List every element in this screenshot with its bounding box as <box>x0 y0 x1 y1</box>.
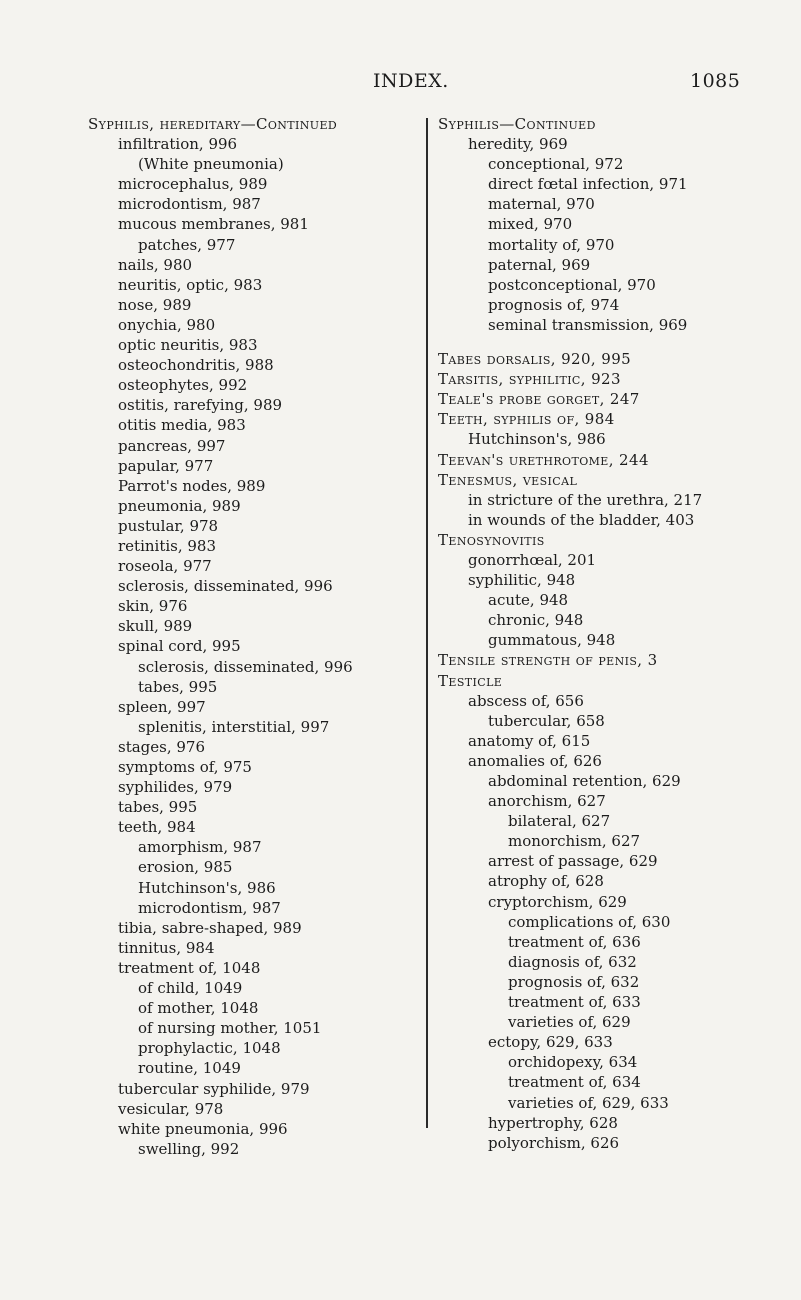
index-entry: vesicular, 978 <box>118 1099 224 1118</box>
index-entry: monorchism, 627 <box>508 832 641 851</box>
index-entry: Hutchinson's, 986 <box>468 430 606 449</box>
index-entry: teeth, 984 <box>118 818 196 837</box>
index-entry: tabes, 995 <box>138 677 218 696</box>
index-entry: ectopy, 629, 633 <box>488 1033 613 1052</box>
index-entry: treatment of, 634 <box>508 1073 641 1092</box>
index-entry: erosion, 985 <box>138 858 233 877</box>
index-entry: postconceptional, 970 <box>488 275 656 294</box>
index-entry: treatment of, 636 <box>508 932 641 951</box>
index-entry: skin, 976 <box>118 597 188 616</box>
index-entry: anatomy of, 615 <box>468 731 591 750</box>
index-entry: in wounds of the bladder, 403 <box>468 510 695 529</box>
index-entry: tubercular, 658 <box>488 711 605 730</box>
index-entry: white pneumonia, 996 <box>118 1119 288 1138</box>
index-entry: in stricture of the urethra, 217 <box>468 490 703 509</box>
index-entry: prognosis of, 632 <box>508 972 640 991</box>
index-heading: Teeth, syphilis of, 984 <box>438 410 615 429</box>
index-entry: skull, 989 <box>118 617 193 636</box>
index-entry: pustular, 978 <box>118 516 219 535</box>
index-entry: symptoms of, 975 <box>118 758 252 776</box>
index-entry: sclerosis, disseminated, 996 <box>118 577 333 596</box>
index-entry: maternal, 970 <box>488 195 595 214</box>
index-heading: Syphilis, hereditary—Continued <box>88 115 338 133</box>
index-heading: Tenesmus, vesical <box>438 470 578 489</box>
index-entry: anomalies of, 626 <box>468 751 602 770</box>
index-entry: prognosis of, 974 <box>488 295 620 314</box>
index-entry: polyorchism, 626 <box>488 1133 620 1152</box>
index-entry: arrest of passage, 629 <box>488 852 658 871</box>
index-entry: roseola, 977 <box>118 557 212 576</box>
index-entry: ostitis, rarefying, 989 <box>118 396 283 415</box>
index-entry: swelling, 992 <box>138 1139 240 1158</box>
index-entry: osteochondritis, 988 <box>118 356 274 375</box>
page-title: INDEX. <box>373 70 449 92</box>
column-divider <box>426 118 428 1128</box>
index-entry: mucous membranes, 981 <box>118 215 309 234</box>
index-entry: complications of, 630 <box>508 912 671 931</box>
index-entry: splenitis, interstitial, 997 <box>138 717 330 736</box>
index-entry: (White pneumonia) <box>138 155 284 174</box>
index-entry: abdominal retention, 629 <box>488 772 681 790</box>
index-entry: routine, 1049 <box>138 1059 241 1078</box>
index-entry: treatment of, 1048 <box>118 958 261 977</box>
index-entry: gummatous, 948 <box>488 631 616 650</box>
index-entry: varieties of, 629 <box>508 1013 631 1032</box>
index-entry: tubercular syphilide, 979 <box>118 1079 310 1098</box>
index-entry: chronic, 948 <box>488 611 584 630</box>
index-entry: orchidopexy, 634 <box>508 1053 638 1072</box>
index-entry: infiltration, 996 <box>118 135 238 154</box>
index-entry: papular, 977 <box>118 456 214 475</box>
index-entry: hypertrophy, 628 <box>488 1113 618 1132</box>
index-entry: microdontism, 987 <box>138 898 281 917</box>
index-entry: patches, 977 <box>138 235 236 254</box>
index-column-right <box>438 114 798 1153</box>
index-entry: otitis media, 983 <box>118 416 246 435</box>
index-entry: pneumonia, 989 <box>118 496 241 515</box>
index-entry: microdontism, 987 <box>118 195 261 214</box>
index-heading: Tensile strength of penis, 3 <box>438 651 658 670</box>
index-entry: conceptional, 972 <box>488 155 624 174</box>
index-entry: Parrot's nodes, 989 <box>118 476 266 495</box>
index-heading: Tabes dorsalis, 920, 995 <box>438 350 632 369</box>
index-heading: Testicle <box>438 671 503 690</box>
index-entry: amorphism, 987 <box>138 838 262 857</box>
index-heading: Teevan's urethrotome, 244 <box>438 450 649 469</box>
index-entry: mixed, 970 <box>488 215 573 234</box>
index-entry: osteophytes, 992 <box>118 376 248 395</box>
index-entry: gonorrhœal, 201 <box>468 550 597 569</box>
index-entry: stages, 976 <box>118 737 206 756</box>
index-column-left <box>88 114 418 1159</box>
index-entry: tabes, 995 <box>118 798 198 817</box>
index-entry: nails, 980 <box>118 255 193 274</box>
index-entry: of child, 1049 <box>138 979 243 998</box>
index-entry: prophylactic, 1048 <box>138 1039 281 1058</box>
index-entry: retinitis, 983 <box>118 536 217 555</box>
index-entry: seminal transmission, 969 <box>488 315 688 334</box>
index-entry: of mother, 1048 <box>138 999 259 1018</box>
index-entry: neuritis, optic, 983 <box>118 275 263 294</box>
index-entry: Hutchinson's, 986 <box>138 878 276 897</box>
section-gap <box>438 335 798 349</box>
page-header <box>0 70 801 98</box>
index-heading: Syphilis—Continued <box>438 115 596 133</box>
index-entry: bilateral, 627 <box>508 812 611 831</box>
index-heading: Teale's probe gorget, 247 <box>438 390 640 409</box>
index-entry: of nursing mother, 1051 <box>138 1019 322 1038</box>
index-entry: spleen, 997 <box>118 697 206 716</box>
index-entry: pancreas, 997 <box>118 436 226 455</box>
index-entry: abscess of, 656 <box>468 691 584 710</box>
index-entry: acute, 948 <box>488 591 569 610</box>
index-entry: spinal cord, 995 <box>118 637 241 656</box>
index-entry: tibia, sabre-shaped, 989 <box>118 918 302 937</box>
index-entry: optic neuritis, 983 <box>118 336 258 355</box>
index-entry: varieties of, 629, 633 <box>508 1093 669 1112</box>
index-entry: direct fœtal infection, 971 <box>488 175 688 194</box>
page-number: 1085 <box>690 70 741 92</box>
index-entry: syphilitic, 948 <box>468 571 576 590</box>
index-entry: diagnosis of, 632 <box>508 952 637 971</box>
index-entry: anorchism, 627 <box>488 792 606 811</box>
index-entry: heredity, 969 <box>468 135 568 154</box>
index-entry: paternal, 969 <box>488 255 591 274</box>
index-entry: cryptorchism, 629 <box>488 892 627 911</box>
index-entry: mortality of, 970 <box>488 235 615 254</box>
index-entry: tinnitus, 984 <box>118 938 215 957</box>
index-heading: Tarsitis, syphilitic, 923 <box>438 370 621 389</box>
index-heading: Tenosynovitis <box>438 530 545 549</box>
index-entry: treatment of, 633 <box>508 993 641 1012</box>
index-entry: nose, 989 <box>118 295 192 314</box>
index-entry: atrophy of, 628 <box>488 872 604 891</box>
index-entry: onychia, 980 <box>118 315 216 334</box>
index-entry: microcephalus, 989 <box>118 175 268 194</box>
index-entry: sclerosis, disseminated, 996 <box>138 657 353 676</box>
index-entry: syphilides, 979 <box>118 778 233 797</box>
